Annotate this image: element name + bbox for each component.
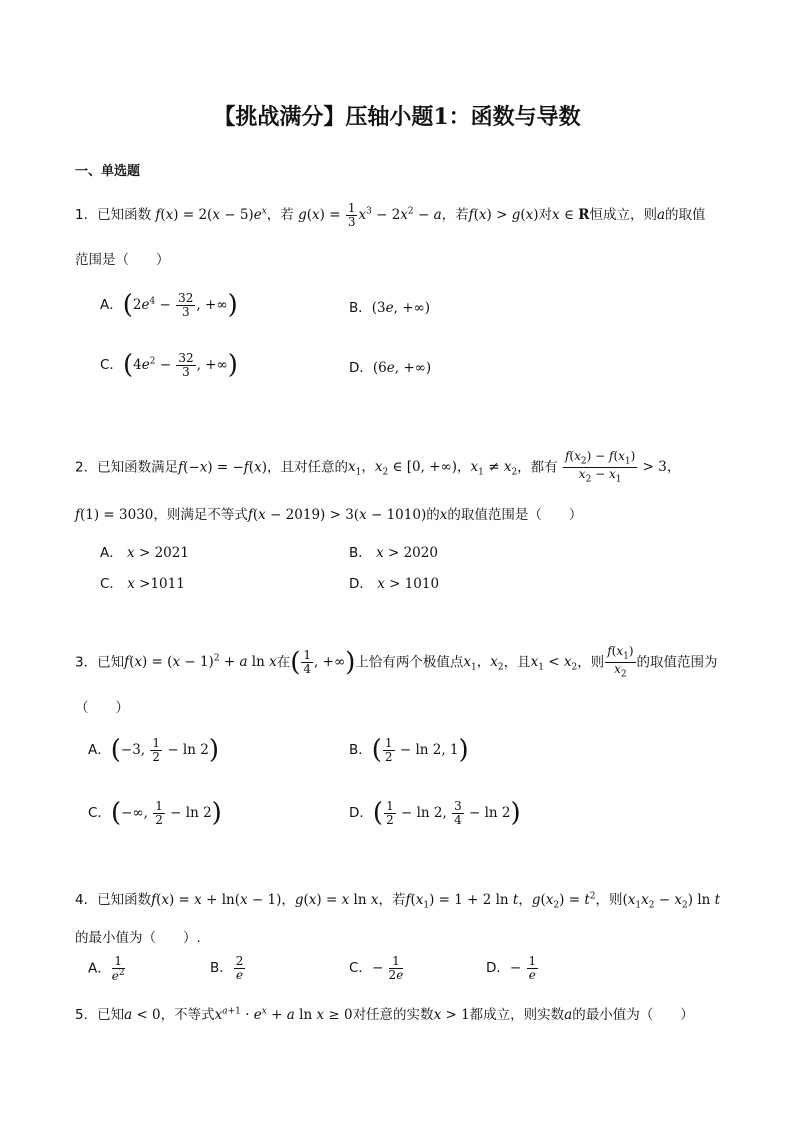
q4-option-b[interactable]: B． $\frac{2}{e}$	[210, 954, 244, 983]
q1-text: 对	[538, 207, 553, 224]
q4-line2: 的最小值为（ ）.	[75, 930, 201, 946]
q3-option-d[interactable]: D．( $\frac{1}{2}$ − ln 2, $\frac{3}{4}$ − ln 2)	[349, 798, 521, 828]
q4-option-a[interactable]: A． $\frac{1}{e^2}$	[88, 954, 125, 984]
q1-option-c[interactable]: C．($4e^2$ − $\frac{32}{3}$ , +∞)	[100, 350, 238, 380]
q4-formula-f: f(x) = x + ln(x − 1)，g(x) = x ln x	[151, 892, 379, 908]
q1-text: 已知函数	[97, 207, 152, 224]
q1-option-d[interactable]: D．(6e, +∞)	[349, 360, 432, 376]
q2-option-d[interactable]: D． x > 1010	[349, 576, 440, 592]
q2-formula-ratio: $\frac{f(x_2) - f(x_1)}{x_2 - x_1}$ > 3，	[564, 449, 681, 485]
q1-text: 恒成立，则	[589, 207, 657, 224]
q2-formula-f1: f(1) = 3030	[75, 507, 154, 523]
q1-text: 的取值	[665, 207, 706, 224]
question-4: 4．已知函数f(x) = x + ln(x − 1)，g(x) = x ln x，若$f(x_1) = 1 + 2$ ln t，$g(x_2) = t^2$，则$(x_1x_2 - x_2)$ ln t	[75, 891, 721, 911]
q3-option-c[interactable]: C．(−∞, $\frac{1}{2}$ − ln 2)	[88, 798, 222, 828]
q1-option-a[interactable]: A．($2e^4$ − $\frac{32}{3}$ , +∞)	[100, 290, 238, 320]
q2-option-c[interactable]: C． x >1011	[100, 576, 185, 592]
q4-formula-target: $(x_1x_2 - x_2)$ ln t	[622, 892, 721, 911]
q4-option-c[interactable]: C．− $\frac{1}{2e}$	[349, 954, 404, 983]
q4-formula-cond: $f(x_1) = 1 + 2$ ln t，$g(x_2) = t^2$	[405, 891, 596, 911]
q1-formula-g: g(x) = $\frac{1}{3}$ $x^3 - 2x^2 - a$	[298, 201, 442, 230]
question-2: 2．已知函数满足f(−x) = −f(x)，且对任意的$x_1$，$x_2$ ∈ [0, +∞)，$x_1 \ne x_2$，都有 $\frac{f(x_2) - f(x_1)}{x_2 - x_1}$ > 3，	[75, 449, 681, 485]
section-heading: 一、单选题	[75, 164, 141, 179]
q1-formula-f: $f(x) = 2(x - 5)e^x$	[155, 206, 267, 224]
question-1	[75, 202, 706, 229]
question-5: 5．已知a < 0，不等式$x^{a+1} \cdot e^x + a$ ln x ≥ 0对任意的实数x > 1都成立，则实数a的最小值为（ ）	[75, 1006, 694, 1023]
q3-option-b[interactable]: B．( $\frac{1}{2}$ − ln 2, 1)	[349, 735, 469, 765]
q2-formula-ineq: f(x − 2019) > 3(x − 1010)	[247, 507, 427, 523]
q2-formula-vars: $x_1$，$x_2$ ∈ [0, +∞)，$x_1 \ne x_2$	[347, 459, 518, 478]
q2-option-a[interactable]: A． x > 2021	[100, 545, 189, 561]
q3-formula-f: $f(x) = (x - 1)^2 + a$ ln x	[124, 653, 277, 671]
q4-option-d[interactable]: D．− $\frac{1}{e}$	[486, 954, 537, 983]
q1-formula-ineq: f(x) > g(x)	[468, 207, 539, 224]
q1-var-a: a	[656, 207, 666, 224]
q3-option-a[interactable]: A．(−3, $\frac{1}{2}$ − ln 2)	[88, 735, 219, 765]
q1-text: ，若	[441, 207, 469, 224]
q1-number: 1．	[75, 207, 98, 224]
q1-formula-domain: x ∈ R	[552, 207, 590, 224]
q3-line2: （ ）	[75, 700, 129, 716]
q1-line2: 范围是（ ）	[75, 252, 170, 268]
q5-formula: $x^{a+1} \cdot e^x + a$ ln x ≥ 0	[214, 1006, 353, 1023]
question-3: 3．已知$f(x) = (x - 1)^2 + a$ ln x在( $\frac{1}{4}$ , +∞)上恰有两个极值点$x_1$，$x_2$，且$x_1 < x_2$，则 $\frac{f(x_1)}{x_2}$ 的取值范围为	[75, 644, 718, 680]
q1-text: ，若	[266, 207, 294, 224]
q2-option-b[interactable]: B． x > 2020	[349, 545, 438, 561]
q2-formula-odd: f(−x) = −f(x)	[178, 459, 267, 476]
q2-line2: f(1) = 3030，则满足不等式f(x − 2019) > 3(x − 1010)的x的取值范围是（ ）	[75, 507, 583, 523]
q1-option-b[interactable]: B．(3e, +∞)	[349, 300, 431, 316]
page-title: 【挑战满分】压轴小题1：函数与导数	[213, 104, 581, 130]
